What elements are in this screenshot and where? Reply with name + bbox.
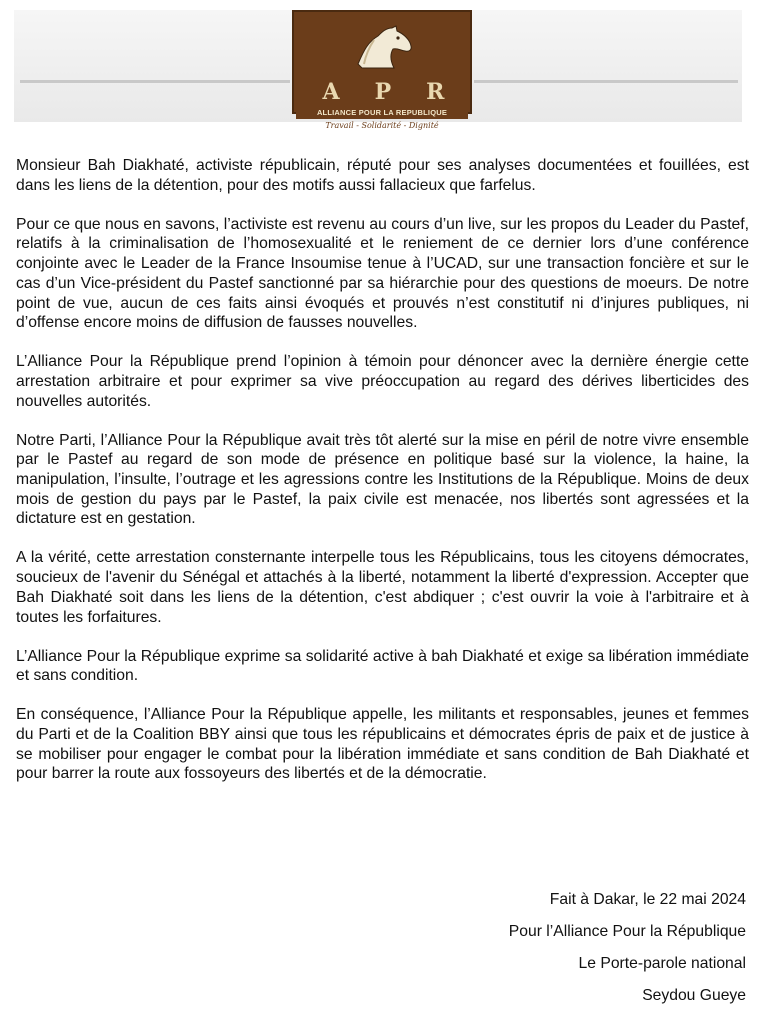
on-behalf-line: Pour l’Alliance Pour la République (508, 923, 746, 940)
statement-body (16, 156, 749, 803)
logo-letter: A (322, 79, 341, 105)
signatory-role: Le Porte-parole national (578, 955, 746, 972)
signatory-name: Seydou Gueye (642, 987, 746, 1004)
letterhead-rule-right (474, 80, 738, 83)
paragraph: Pour ce que nous en savons, l’activiste est revenu au cours d’un live, sur les propos du Leader du Pastef, relatifs à la criminalisation de l’homosexualité et le reniement de ce dernier lors d’une conférence conjointe avec le Leader de la France Insoumise tenue à l’UCAD, sur une transaction foncière et sur le cas d’un Vice-président du Pastef sanctionné par sa hiérarchie pour des questions de moeurs. De notre point de vue, aucun de ces faits ainsi évoqués et prouvés n’est constitutif ni d’injures publiques, ni d’offense encore moins de diffusion de fausses nouvelles. (16, 215, 749, 332)
signature-block (509, 890, 746, 1018)
paragraph: L’Alliance Pour la République prend l’opinion à témoin pour dénoncer avec la dernière énergie cette arrestation arbitraire et pour exprimer sa vive préoccupation au regard des dérives liberticides des nouvelles autorités. (16, 353, 749, 410)
paragraph: L’Alliance Pour la République exprime sa solidarité active à bah Diakhaté et exige sa libération immédiate et sans condition. (16, 647, 749, 685)
logo-box (292, 10, 472, 114)
place-date: Fait à Dakar, le 22 mai 2024 (549, 891, 746, 908)
letterhead-rule-left (20, 80, 290, 83)
party-logo (292, 10, 472, 130)
party-name: ALLIANCE POUR LA REPUBLIQUE (296, 107, 468, 119)
logo-letter: P (374, 79, 393, 105)
logo-letter: R (426, 79, 446, 105)
paragraph: En conséquence, l’Alliance Pour la République appelle, les militants et responsables, jeunes et femmes du Parti et de la Coalition BBY ainsi que tous les républicains et démocrates épris de paix et de justice à se mobiliser pour engager le combat pour la libération immédiate et sans condition de Bah Diakhaté et pour barrer la route aux fossoyeurs des libertés et de la démocratie. (16, 706, 749, 783)
party-motto: Travail - Solidarité - Dignité (325, 121, 439, 130)
paragraph: Monsieur Bah Diakhaté, activiste républicain, réputé pour ses analyses documentées et fouillées, est dans les liens de la détention, pour des motifs aussi fallacieux que farfelus. (16, 157, 749, 194)
paragraph: Notre Parti, l’Alliance Pour la République avait très tôt alerté sur la mise en péril de notre vivre ensemble par le Pastef au regard de son mode de présence en politique basé sur la violence, la haine, la manipulation, l’insulte, l’outrage et les agressions contre les Institutions de la République. Moins de deux mois de gestion du pays par le Pastef, la paix civile est menacée, nos libertés sont agressées et la dictature est en gestation. (16, 431, 749, 528)
paragraph: A la vérité, cette arrestation consternante interpelle tous les Républicains, tous les citoyens démocrates, soucieux de l'avenir du Sénégal et attachés à la liberté, notamment la liberté d'expression. Accepter que Bah Diakhaté soit dans les liens de la détention, c'est abdiquer ; c'est ouvrir la voie à l'arbitraire et à toutes les forfaitures. (16, 549, 749, 626)
logo-acronym (294, 79, 474, 105)
horse-head-icon (354, 24, 414, 72)
